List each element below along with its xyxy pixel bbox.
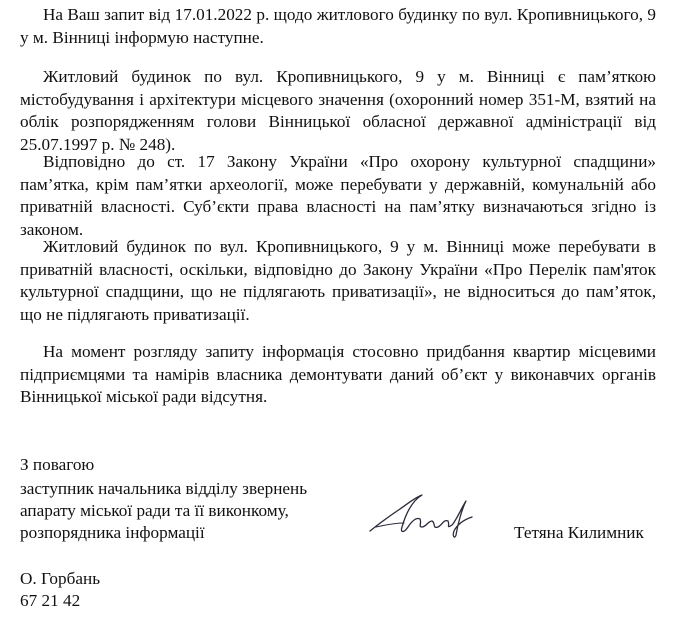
signer-position-line: розпорядника інформації <box>20 523 205 542</box>
handwritten-signature <box>366 487 476 542</box>
closing-phrase: З повагою <box>20 455 95 474</box>
executor-name: О. Горбань <box>20 569 101 588</box>
signer-position-line: апарату міської ради та її виконкому, <box>20 501 289 520</box>
signer-position-line: заступник начальника відділу звернень <box>20 479 308 498</box>
paragraph-private-ownership: Житловий будинок по вул. Кропивницького, 9 у м. Вінниці може перебувати в приватній власності, оскільки, відповідно до Закону України «Про Перелік пам'яток культурної спадщини, що не підлягають приватизації», не відноситься до пам’яток, що не підлягають приватизації. <box>20 237 656 324</box>
paragraph-information-absent: На момент розгляду запиту інформація стосовно придбання квартир місцевими підприємцями та намірів власника демонтувати даний об’єкт у виконавчих органів Вінницької міської ради відсутня. <box>20 342 656 406</box>
paragraph-law-reference: Відповідно до ст. 17 Закону України «Про охорону культурної спадщини» пам’ятка, крім пам’ятки археології, може перебувати у державній, комунальній або приватній власності. Суб’єкти права власності на пам’ятку визначаються згідно із законом. <box>20 152 656 239</box>
executor-phone: 67 21 42 <box>20 591 81 610</box>
paragraph-monument-status: Житловий будинок по вул. Кропивницького, 9 у м. Вінниці є пам’яткою містобудування і архітектури місцевого значення (охоронний номер 351-М, взятий на облік розпорядженням голови Вінницької обласної державної адміністрації від 25.07.1997 р. № 248). <box>20 67 656 154</box>
signer-name: Тетяна Килимник <box>514 523 644 542</box>
paragraph-request: На Ваш запит від 17.01.2022 р. щодо житлового будинку по вул. Кропивницького, 9 у м. Вінниці інформую наступне. <box>20 5 656 47</box>
